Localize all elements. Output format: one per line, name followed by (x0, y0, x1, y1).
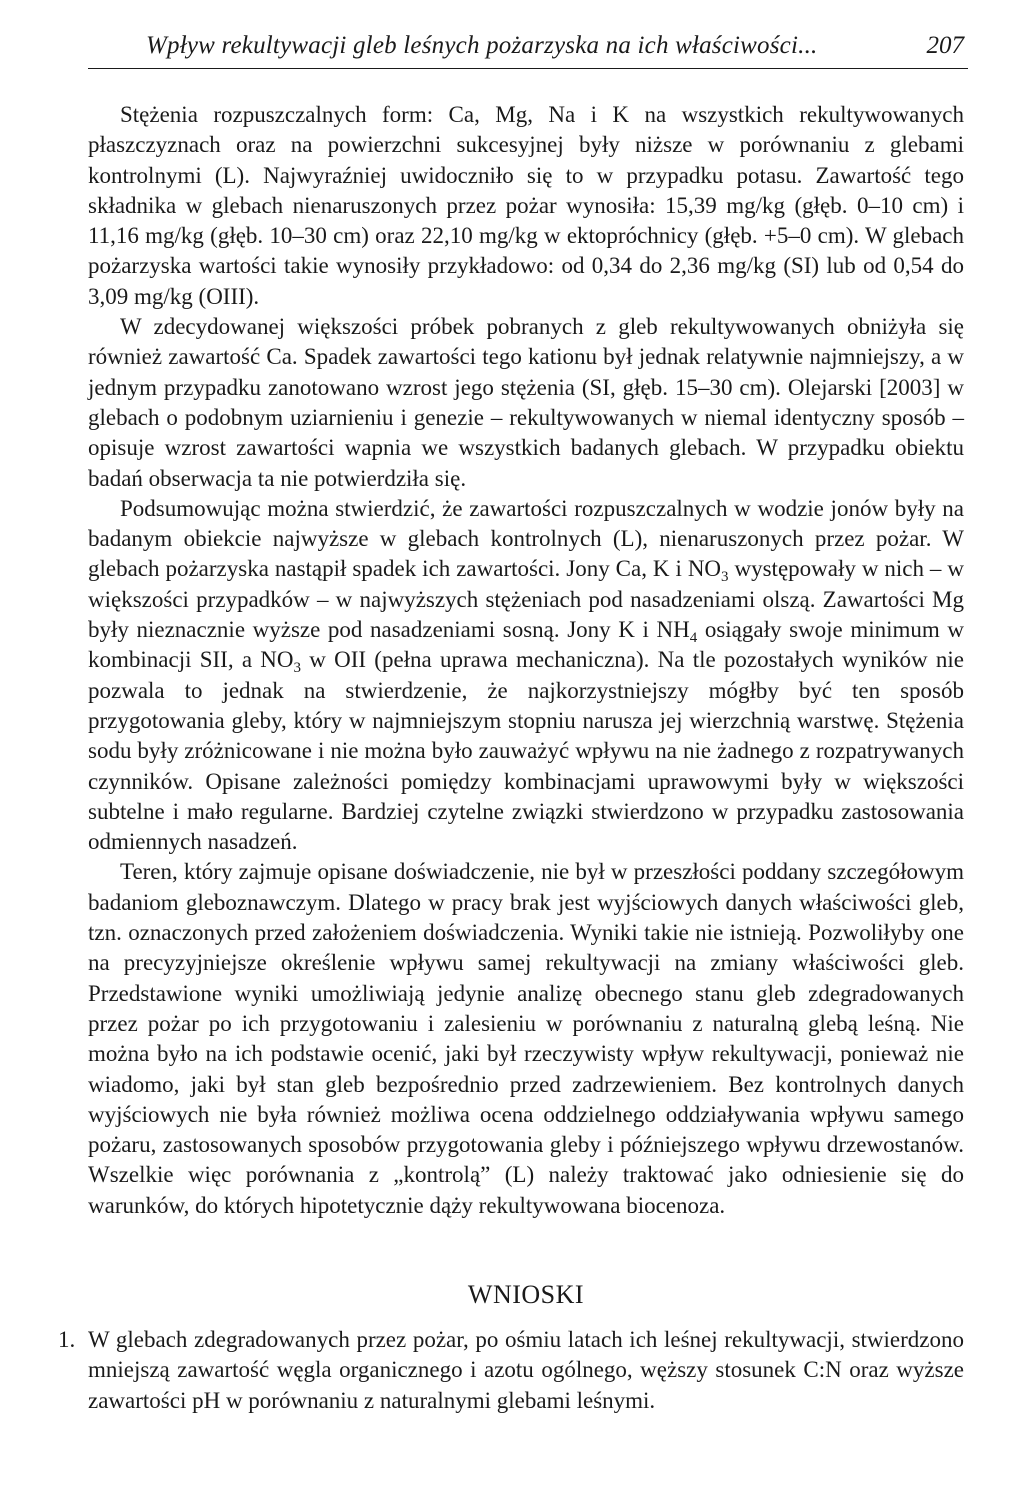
running-title: Wpływ rekultywacji gleb leśnych pożarzyska na ich właściwości... (146, 32, 818, 59)
subscript-no3-1: 3 (721, 569, 729, 586)
paragraph-summary-part-1: Podsumowując można stwierdzić, że zawartości rozpuszczalnych w wodzie jonów były na badanym obiekcie najwyższe w glebach kontrolnych (L), nienaruszonych przez pożar. W glebach pożarzyska nastąpił spadek ich zawartości. Jony Ca, K i NO (88, 495, 964, 582)
paragraph-limitations: Teren, który zajmuje opisane doświadczenie, nie był w przeszłości poddany szczegółowym badaniom gleboznawczym. Dlatego w pracy brak jest wyjściowych danych właściwości gleb, tzn. oznaczonych przed założeniem doświadczenia. Wyniki takie nie istnieją. Pozwoliłyby one na precyzyjniejsze określenie wpływu samej rekultywacji na zmiany właściwości gleb. Przedstawione wyniki umożliwiają jedynie analizę obecnego stanu gleb zdegradowanych przez pożar po ich przygotowaniu i zalesieniu w porównaniu z naturalną glebą leśną. Nie można było na ich podstawie ocenić, jaki był rzeczywisty wpływ rekultywacji, ponieważ nie wiadomo, jaki był stan gleb bezpośrednio przed zadrzewieniem. Bez kontrolnych danych wyjściowych nie była również możliwa ocena oddzielnego oddziaływania wpływu samego pożaru, zastosowanych sposobów przygotowania gleby i późniejszego wpływu drzewostanów. Wszelkie więc porównania z „kontrolą” (L) należy traktować jako odniesienie się do warunków, do których hipotetycznie dąży rekultywowana biocenoza. (88, 859, 964, 1218)
subscript-no3-2: 3 (293, 660, 302, 677)
conclusion-item (58, 1325, 964, 1416)
conclusion-number: 1. (58, 1327, 76, 1352)
paragraph-summary-part-3: osiągały swoje minimum w kombinacji SII, a NO (88, 617, 964, 673)
page-number: 207 (926, 32, 964, 59)
conclusion-text: W glebach zdegradowanych przez pożar, po ośmiu latach ich leśnej rekultywacji, stwierdzono mniejszą zawartość węgla organicznego i azotu ogólnego, węższy stosunek C:N oraz wyższe zawartości pH w porównaniu z naturalnymi glebami leśnymi. (88, 1327, 964, 1413)
paragraph-potassium: Stężenia rozpuszczalnych form: Ca, Mg, Na i K na wszystkich rekultywowanych płaszczyznach oraz na powierzchni sukcesyjnej były niższe w porównaniu z glebami kontrolnymi (L). Najwyraźniej uwidoczniło się to w przypadku potasu. Zawartość tego składnika w glebach nienaruszonych przez pożar wynosiła: 15,39 mg/kg (głęb. 0–10 cm) i 11,16 mg/kg (głęb. 10–30 cm) oraz 22,10 mg/kg w ektopróchnicy (głęb. +5–0 cm). W glebach pożarzyska wartości takie wynosiły przykładowo: od 0,34 do 2,36 mg/kg (SI) lub od 0,54 do 3,09 mg/kg (OIII). (88, 102, 964, 309)
paragraph-summary-part-2: występowały w nich – w większości przypadków – w najwyższych stężeniach pod nasadzeniami olszą. Zawartości Mg były nieznacznie wyższe pod nasadzeniami sosną. Jony K i NH (88, 556, 964, 643)
paragraph-summary (88, 494, 964, 858)
paragraph-summary-part-4: w OII (pełna uprawa mechaniczna). Na tle pozostałych wyników nie pozwala to jednak na stwierdzenie, że najkorzystniejszy mógłby być ten sposób przygotowania gleby, który w najmniejszym stopniu narusza jej wierzchnią warstwę. Stężenia sodu były zróżnicowane i nie można było zauważyć wpływu na nie żadnego z rozpatrywanych czynników. Opisane zależności pomiędzy kombinacjami uprawowymi były w większości subtelne i mało regularne. Bardziej czytelne związki stwierdzono w przypadku zastosowania odmiennych nasadzeń. (88, 647, 964, 855)
subscript-nh4: 4 (689, 630, 698, 647)
section-heading-conclusions: WNIOSKI (467, 1280, 585, 1309)
body-text (88, 100, 964, 1221)
running-header (88, 28, 968, 69)
paragraph-calcium: W zdecydowanej większości próbek pobranych z gleb rekultywowanych obniżyła się również zawartość Ca. Spadek zawartości tego kationu był jednak relatywnie najmniejszy, a w jednym przypadku zanotowano wzrost jego stężenia (SI, głęb. 15–30 cm). Olejarski [2003] w glebach o podobnym uziarnieniu i genezie – rekultywowanych w niemal identyczny sposób – opisuje wzrost zawartości wapnia we wszystkich badanych glebach. W przypadku obiektu badań obserwacja ta nie potwierdziła się. (88, 314, 964, 491)
